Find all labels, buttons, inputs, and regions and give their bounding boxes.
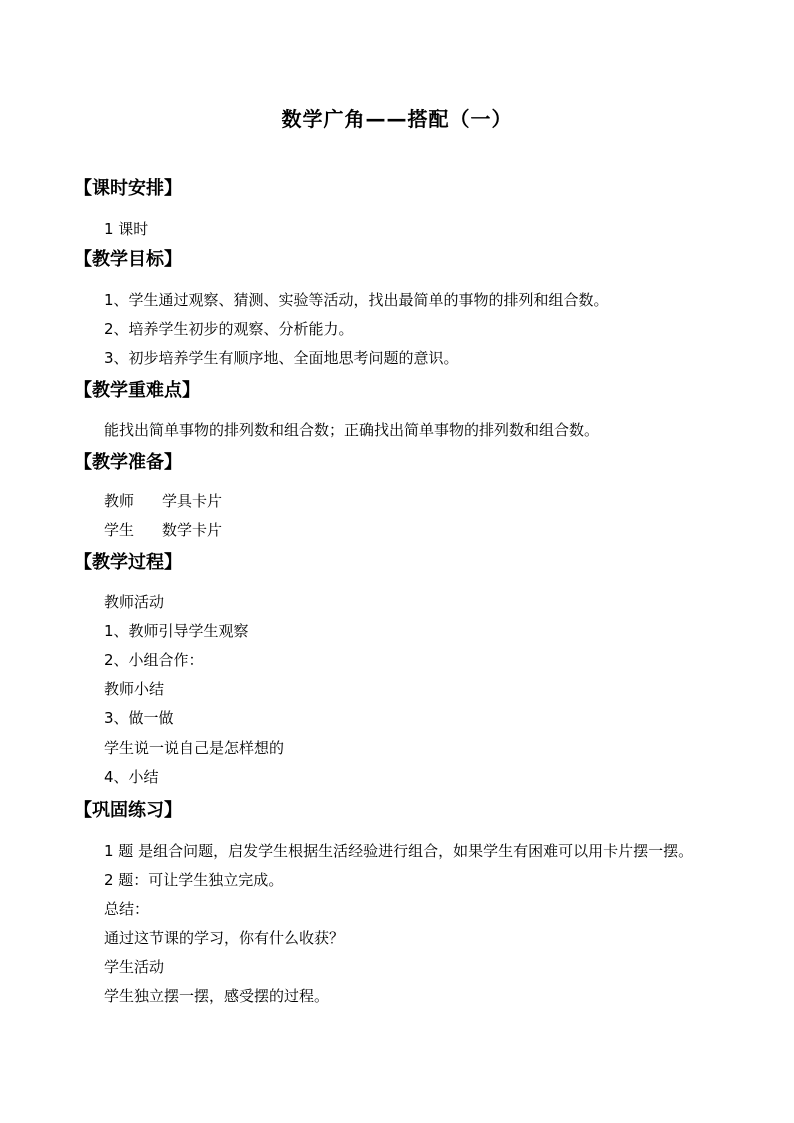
process-line: 4、小结 xyxy=(104,768,159,786)
preparation-role: 学生 xyxy=(104,521,135,539)
practice-line: 2 题：可让学生独立完成。 xyxy=(104,871,284,889)
objective-line-1: 1、学生通过观察、猜测、实验等活动，找出最简单的事物的排列和组合数。 xyxy=(104,291,609,309)
key-points-line: 能找出简单事物的排列数和组合数；正确找出简单事物的排列数和组合数。 xyxy=(104,421,600,439)
process-line: 3、做一做 xyxy=(104,709,174,727)
process-line: 2、小组合作： xyxy=(104,651,204,669)
practice-line: 通过这节课的学习，你有什么收获？ xyxy=(104,929,345,947)
process-line: 1、教师引导学生观察 xyxy=(104,622,249,640)
preparation-row-student xyxy=(104,520,222,540)
practice-line: 学生独立摆一摆，感受摆的过程。 xyxy=(104,987,330,1005)
heading-process: 【教学过程】 xyxy=(74,552,182,573)
heading-objectives: 【教学目标】 xyxy=(74,249,182,270)
process-line: 教师小结 xyxy=(104,680,165,698)
heading-schedule: 【课时安排】 xyxy=(74,178,182,199)
document-title: 数学广角——搭配（一） xyxy=(281,107,513,131)
schedule-line: 1 课时 xyxy=(104,220,149,238)
heading-preparation: 【教学准备】 xyxy=(74,452,182,473)
practice-line: 1 题 是组合问题，启发学生根据生活经验进行组合，如果学生有困难可以用卡片摆一摆。 xyxy=(104,842,694,860)
heading-practice: 【巩固练习】 xyxy=(74,800,182,821)
practice-line: 学生活动 xyxy=(104,958,165,976)
preparation-role: 教师 xyxy=(104,492,135,510)
preparation-row-teacher xyxy=(104,491,222,511)
objective-line-2: 2、培养学生初步的观察、分析能力。 xyxy=(104,320,354,338)
preparation-item: 数学卡片 xyxy=(162,521,223,539)
preparation-item: 学具卡片 xyxy=(162,492,223,510)
objective-line-3: 3、初步培养学生有顺序地、全面地思考问题的意识。 xyxy=(104,349,459,367)
process-line: 学生说一说自己是怎样想的 xyxy=(104,739,285,757)
practice-line: 总结： xyxy=(104,900,150,918)
process-line: 教师活动 xyxy=(104,593,165,611)
heading-key-points: 【教学重难点】 xyxy=(74,380,200,401)
